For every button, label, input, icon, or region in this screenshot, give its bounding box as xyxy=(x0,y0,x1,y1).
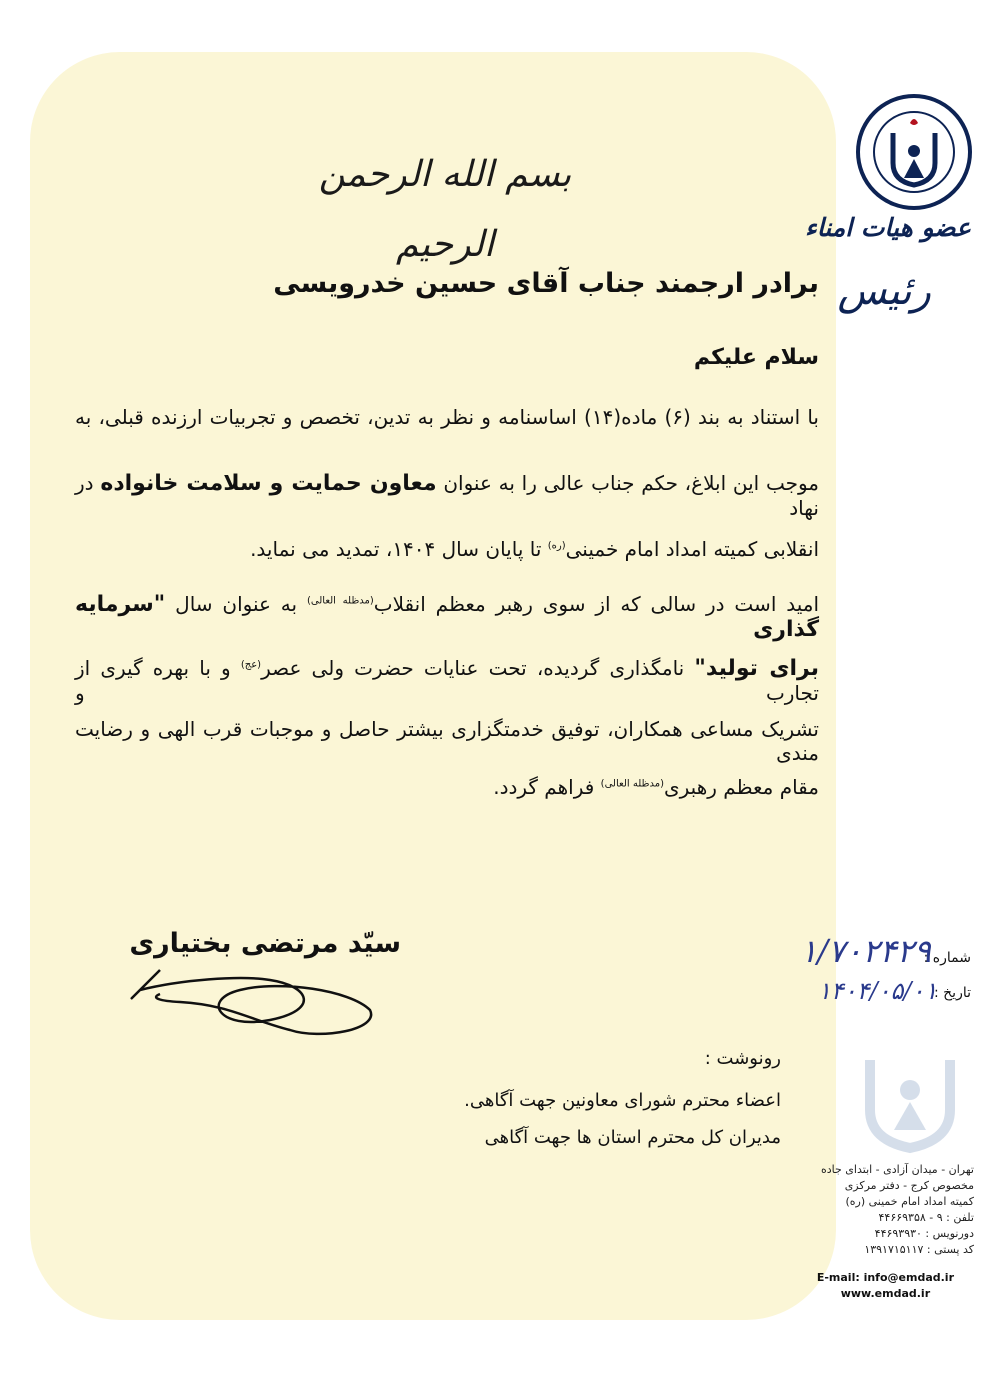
greeting: سلام علیکم xyxy=(693,345,819,370)
body-text: و با بهره گیری از تجارب و xyxy=(75,656,819,705)
body-line-1: با استناد به بند (۶) ماده(۱۴) اساسنامه و نظر به تدین، تخصص و تجربیات ارزنده قبلی، به xyxy=(75,405,819,429)
letter-number: ۱/۷۰۲۴۲۹ xyxy=(800,932,932,970)
body-text: امید است در سالی که از سوی رهبر معظم انقلاب xyxy=(373,592,820,616)
cc-item: مدیران کل محترم استان ها جهت آگاهی xyxy=(484,1127,781,1148)
email-link[interactable]: E-mail: info@emdad.ir xyxy=(816,1271,954,1284)
salutation: برادر ارجمند جناب آقای حسین خدرویسی xyxy=(273,268,819,299)
contact-block xyxy=(817,1270,954,1302)
body-line-7 xyxy=(75,775,819,799)
date-label: تاریخ : xyxy=(933,985,971,1001)
address-block xyxy=(821,1162,974,1258)
board-title: عضو هیات امناء xyxy=(804,213,971,242)
position-title: معاون حمایت و سلامت خانواده xyxy=(100,471,437,496)
body-line-5 xyxy=(75,656,819,705)
address-line: کمیته امداد امام خمینی (ره) xyxy=(845,1195,974,1208)
body-text: موجب این ابلاغ، حکم جناب عالی را به عنوان xyxy=(443,471,820,495)
honorific: (مدظله العالی) xyxy=(306,595,374,607)
year-slogan: برای تولید" xyxy=(694,656,819,681)
postal-code-line: کد پستی : ۱۳۹۱۷۱۵۱۱۷ xyxy=(864,1243,974,1256)
number-label: شماره : xyxy=(923,950,971,966)
body-text: فراهم گردد. xyxy=(493,775,595,799)
honorific: (عج) xyxy=(240,659,262,671)
honorific: (مدظله العالی) xyxy=(600,778,664,790)
body-line-6: تشریک مساعی همکاران، توفیق خدمتگزاری بیشتر حاصل و موجبات قرب الهی و رضایت مندی xyxy=(75,717,819,765)
body-text: در نهاد xyxy=(75,471,819,520)
body-line-3 xyxy=(75,537,819,561)
fax-line: دورنویس : ۴۴۶۹۳۹۳۰ xyxy=(874,1227,974,1240)
address-line: تهران - میدان آزادی - ابتدای جاده xyxy=(821,1163,974,1176)
logo-watermark xyxy=(850,1030,970,1155)
organization-logo xyxy=(855,93,973,211)
president-signature: رئیس xyxy=(837,268,931,314)
signer-name: سیّد مرتضی بختیاری xyxy=(129,928,401,959)
body-text: انقلابی کمیته امداد امام خمینی xyxy=(565,537,819,561)
body-line-4 xyxy=(75,592,819,642)
address-line: مخصوص کرج - دفتر مرکزی xyxy=(844,1179,974,1192)
honorific: (ره) xyxy=(547,540,566,552)
body-text: نامگذاری گردیده، تحت عنایات حضرت ولی عصر xyxy=(261,656,685,680)
website-link[interactable]: www.emdad.ir xyxy=(840,1287,931,1300)
body-text: به عنوان سال xyxy=(175,592,298,616)
year-slogan: "سرمایه گذاری xyxy=(75,592,819,642)
bismillah: بسم الله الرحمن الرحيم xyxy=(318,154,572,265)
signature-image xyxy=(120,950,400,1050)
cc-title: رونوشت : xyxy=(704,1048,781,1069)
body-text: تا پایان سال ۱۴۰۴، تمدید می نماید. xyxy=(250,537,542,561)
cc-item: اعضاء محترم شورای معاونین جهت آگاهی. xyxy=(464,1090,781,1111)
body-line-2 xyxy=(75,471,819,520)
letter-date: ۱۴۰۴/۰۵/۰۱ xyxy=(818,977,938,1005)
phone-line: تلفن : ۹ - ۴۴۶۶۹۳۵۸ xyxy=(878,1211,974,1224)
body-text: مقام معظم رهبری xyxy=(663,775,819,799)
